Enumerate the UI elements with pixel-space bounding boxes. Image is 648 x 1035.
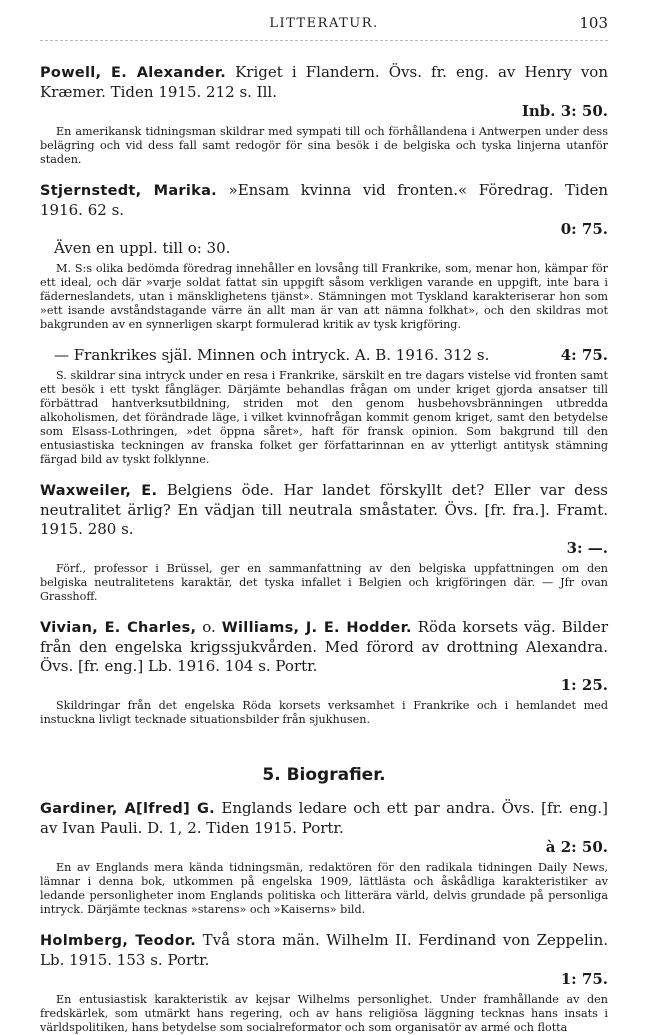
entry-main <box>40 63 608 121</box>
entry-author: Gardiner, A[lfred] G. <box>40 801 215 817</box>
entry-author: Waxweiler, E. <box>40 483 158 499</box>
entry-main <box>40 618 608 695</box>
entry-text: — Frankrikes själ. Minnen och intryck. A. B. 1916. 312 s. <box>54 346 490 364</box>
header-rule <box>40 40 608 41</box>
section-heading: 5. Biografier. <box>262 765 386 785</box>
entry-text: Två stora män. Wilhelm II. Ferdinand von Zeppelin. Lb. 1915. 153 s. Portr. <box>40 931 608 969</box>
entry-price: 1: 75. <box>560 970 608 988</box>
entry-author: Vivian, E. Charles, <box>40 620 197 636</box>
entry-author-2: Williams, J. E. Hodder. <box>221 620 412 636</box>
entry-price: 3: —. <box>566 539 608 557</box>
entry-conjunction: o. <box>196 618 222 636</box>
entry-main <box>40 799 608 857</box>
entry-stjernstedt <box>40 181 608 332</box>
entry-note: M. S:s olika bedömda föredrag innehåller en lovsång till Frankrike, som, menar hon, kämpar för ett ideal, och där »varje soldat fattat sin uppgift såsom verkligen varande en uppgift, inte bara i fäderneslandets, utan i mänsklighetens tjänst». Stämningen mot Tyskland karakteriserar hon som »ett isande avståndstagande värre än allt man är van att nämna folkhat», och den skildras mot bakgrunden av en synnerligen skarpt formulerad kritik av tysk krigföring. <box>40 262 608 331</box>
entry-note: En amerikansk tidningsman skildrar med sympati till och förhållandena i Antwerpen under dess belägring och vid dess fall samt redogör för sina besök i de belgiska och tyska linjerna utanför staden. <box>40 125 608 166</box>
entry-frankrikes-sjal <box>40 346 608 467</box>
entry-note: S. skildrar sina intryck under en resa i Frankrike, särskilt en tre dagars vistelse vid fronten samt ett besök i ett tyskt fångläger. Därjämte behandlas frågan om under kriget gjorda ansatser till förbättrad hantverksutbildning, striden mot den genom husbehovsbränningen utbredda alkoholismen, det förändrade läge, i vilket kvinnofrågan kommit genom kriget, samt den betydelse som Elsass-Lothringen, »det öppna såret», haft för fransk opinion. Som bakgrund till den entusiastiska teckningen av franska folket ger författarinnan en av ytterligt antitysk stämning färgad bild av tyskt folklynne. <box>40 369 608 466</box>
entry-main <box>40 346 608 365</box>
entry-note: En av Englands mera kända tidningsmän, redaktören för den radikala tidningen Daily News, lämnar i denna bok, utkommen på engelska 1909, lättlästa och åskådliga karakteristiker av ledande personligheter inom Englands politiska och litterära värld, delvis grundade på personliga intryck. Därjämte tecknas »starens» och »Kaiserns» bild. <box>40 861 608 916</box>
page <box>40 14 608 1035</box>
entry-note: En entusiastisk karakteristik av kejsar Wilhelms personlighet. Under framhållande av den fredskärlek, som utmärkt hans regering, och av hans religiösa läggning tecknas hans insats i världspolitiken, hans betydelse som socialreformator och som organisatör av armé och flotta <box>40 993 608 1034</box>
entry-main <box>40 181 608 239</box>
entry-waxweiler <box>40 481 608 604</box>
entry-price: 0: 75. <box>560 220 608 238</box>
entry-text: Kriget i Flandern. Övs. fr. eng. av Henry von Kræmer. Tiden 1915. 212 s. Ill. <box>40 63 608 101</box>
page-header <box>40 14 608 38</box>
entry-text: Englands ledare och ett par andra. Övs. [fr. eng.] av Ivan Pauli. D. 1, 2. Tiden 1915. Portr. <box>40 799 608 837</box>
entry-vivian <box>40 618 608 727</box>
entry-powell <box>40 63 608 167</box>
entry-text: Röda korsets väg. Bilder från den engelska krigssjukvården. Med förord av drottning Alexandra. Övs. [fr. eng.] Lb. 1916. 104 s. Portr. <box>40 618 608 675</box>
entry-main <box>40 931 608 989</box>
entry-author: Stjernstedt, Marika. <box>40 183 217 199</box>
entry-price: Inb. 3: 50. <box>521 102 608 120</box>
entry-price: 4: 75. <box>560 346 608 364</box>
entry-author: Holmberg, Teodor. <box>40 933 197 949</box>
entry-price: à 2: 50. <box>545 838 608 856</box>
entry-price: 1: 25. <box>560 676 608 694</box>
entry-gardiner <box>40 799 608 917</box>
entry-note: Skildringar från det engelska Röda korsets verksamhet i Frankrike och i hemlandet med instuckna livligt tecknade situationsbilder från sjukhusen. <box>40 699 608 726</box>
entry-author: Powell, E. Alexander. <box>40 65 227 81</box>
entry-note: Förf., professor i Brüssel, ger en sammanfattning av den belgiska uppfattningen om den belgiska neutralitetens karaktär, det tyska infallet i Belgien och krigföringen där. — Jfr ovan Grasshoff. <box>40 562 608 603</box>
running-title: LITTERATUR. <box>269 16 379 31</box>
entry-holmberg <box>40 931 608 1035</box>
entry-main <box>40 481 608 558</box>
entry-subline: Även en uppl. till o: 30. <box>54 239 231 257</box>
page-number: 103 <box>579 14 608 32</box>
entry-text: Belgiens öde. Har landet förskyllt det? Eller var dess neutralitet ärlig? En vädjan till neutrala småstater. Övs. [fr. fra.]. Framt. 1915. 280 s. <box>40 481 608 538</box>
entry-text: »Ensam kvinna vid fronten.« Föredrag. Tiden 1916. 62 s. <box>40 181 608 219</box>
